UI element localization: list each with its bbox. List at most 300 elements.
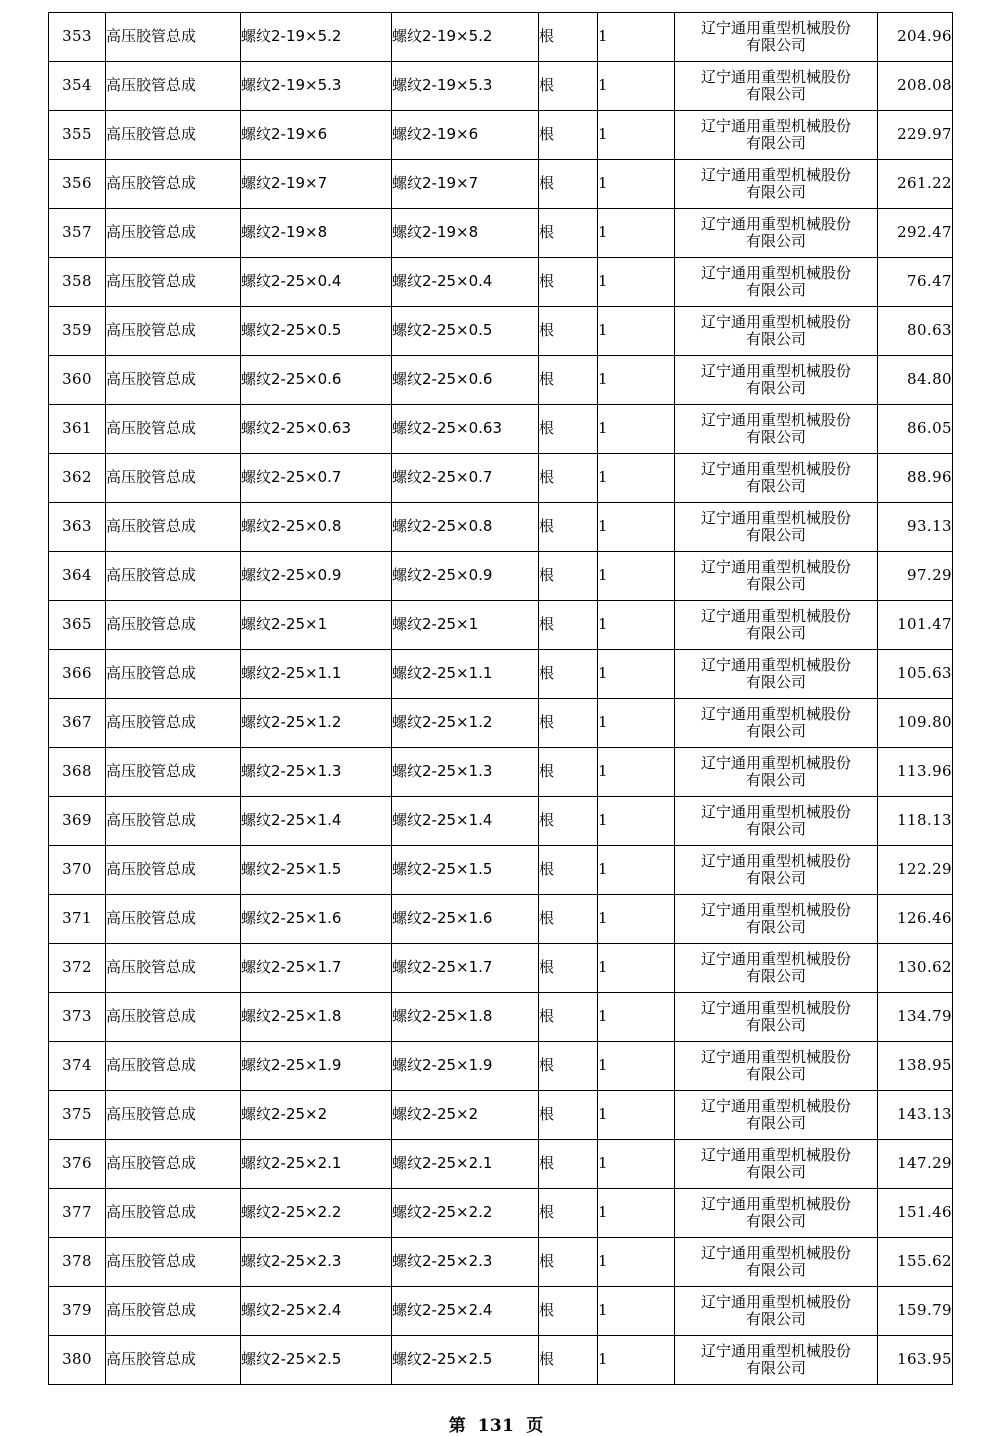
- manufacturer-line-1: 辽宁通用重型机械股份: [700, 214, 851, 233]
- cell-unit: 根: [539, 601, 598, 650]
- cell-price: 80.63: [878, 307, 953, 356]
- cell-unit: 根: [539, 650, 598, 699]
- cell-index: 355: [49, 111, 106, 160]
- cell-manufacturer: [675, 993, 878, 1042]
- footer-suffix: 页: [526, 1416, 544, 1436]
- cell-model: 螺纹2-25×1.6: [392, 895, 539, 944]
- manufacturer-line-1: 辽宁通用重型机械股份: [700, 165, 851, 184]
- cell-model: 螺纹2-25×1.8: [392, 993, 539, 1042]
- manufacturer-line-2: 有限公司: [745, 967, 806, 985]
- manufacturer-line-1: 辽宁通用重型机械股份: [700, 655, 851, 674]
- cell-quantity: 1: [598, 748, 675, 797]
- cell-manufacturer: [675, 503, 878, 552]
- cell-spec: 螺纹2-25×0.63: [241, 405, 392, 454]
- cell-unit: 根: [539, 160, 598, 209]
- table-row: [49, 748, 953, 797]
- table-row: [49, 1336, 953, 1385]
- table-row: [49, 1238, 953, 1287]
- cell-index: 357: [49, 209, 106, 258]
- cell-unit: 根: [539, 1140, 598, 1189]
- cell-index: 380: [49, 1336, 106, 1385]
- cell-unit: 根: [539, 209, 598, 258]
- cell-model: 螺纹2-25×1.5: [392, 846, 539, 895]
- cell-quantity: 1: [598, 209, 675, 258]
- cell-quantity: 1: [598, 160, 675, 209]
- cell-quantity: 1: [598, 454, 675, 503]
- cell-unit: 根: [539, 552, 598, 601]
- cell-model: 螺纹2-19×6: [392, 111, 539, 160]
- cell-name: 高压胶管总成: [106, 1336, 241, 1385]
- cell-spec: 螺纹2-25×1.3: [241, 748, 392, 797]
- cell-model: 螺纹2-19×5.3: [392, 62, 539, 111]
- cell-quantity: 1: [598, 797, 675, 846]
- cell-manufacturer: [675, 601, 878, 650]
- table-row: [49, 944, 953, 993]
- cell-price: 134.79: [878, 993, 953, 1042]
- cell-price: 84.80: [878, 356, 953, 405]
- cell-index: 375: [49, 1091, 106, 1140]
- table-row: [49, 454, 953, 503]
- cell-index: 379: [49, 1287, 106, 1336]
- cell-price: 97.29: [878, 552, 953, 601]
- cell-manufacturer: [675, 895, 878, 944]
- cell-manufacturer: [675, 307, 878, 356]
- cell-unit: 根: [539, 503, 598, 552]
- cell-spec: 螺纹2-25×1.4: [241, 797, 392, 846]
- cell-name: 高压胶管总成: [106, 307, 241, 356]
- cell-model: 螺纹2-25×1.4: [392, 797, 539, 846]
- cell-manufacturer: [675, 1287, 878, 1336]
- manufacturer-line-2: 有限公司: [745, 36, 806, 54]
- manufacturer-line-1: 辽宁通用重型机械股份: [700, 949, 851, 968]
- cell-unit: 根: [539, 454, 598, 503]
- cell-unit: 根: [539, 895, 598, 944]
- cell-unit: 根: [539, 111, 598, 160]
- cell-unit: 根: [539, 405, 598, 454]
- cell-index: 364: [49, 552, 106, 601]
- cell-manufacturer: [675, 258, 878, 307]
- cell-unit: 根: [539, 307, 598, 356]
- cell-spec: 螺纹2-25×0.6: [241, 356, 392, 405]
- cell-spec: 螺纹2-25×1: [241, 601, 392, 650]
- cell-unit: 根: [539, 1238, 598, 1287]
- table-row: [49, 1091, 953, 1140]
- manufacturer-line-2: 有限公司: [745, 134, 806, 152]
- cell-model: 螺纹2-25×2.3: [392, 1238, 539, 1287]
- cell-model: 螺纹2-19×5.2: [392, 13, 539, 62]
- cell-price: 101.47: [878, 601, 953, 650]
- table-row: [49, 503, 953, 552]
- cell-model: 螺纹2-25×1: [392, 601, 539, 650]
- cell-quantity: 1: [598, 111, 675, 160]
- cell-index: 358: [49, 258, 106, 307]
- cell-quantity: 1: [598, 1189, 675, 1238]
- cell-unit: 根: [539, 699, 598, 748]
- cell-price: 143.13: [878, 1091, 953, 1140]
- cell-index: 370: [49, 846, 106, 895]
- cell-spec: 螺纹2-25×2.5: [241, 1336, 392, 1385]
- cell-name: 高压胶管总成: [106, 846, 241, 895]
- cell-name: 高压胶管总成: [106, 748, 241, 797]
- cell-unit: 根: [539, 1336, 598, 1385]
- cell-quantity: 1: [598, 1287, 675, 1336]
- manufacturer-line-1: 辽宁通用重型机械股份: [700, 116, 851, 135]
- manufacturer-line-1: 辽宁通用重型机械股份: [700, 998, 851, 1017]
- manufacturer-line-2: 有限公司: [745, 1212, 806, 1230]
- manufacturer-line-2: 有限公司: [745, 1310, 806, 1328]
- cell-model: 螺纹2-25×0.4: [392, 258, 539, 307]
- cell-price: 138.95: [878, 1042, 953, 1091]
- table-row: [49, 846, 953, 895]
- cell-spec: 螺纹2-25×1.9: [241, 1042, 392, 1091]
- cell-quantity: 1: [598, 503, 675, 552]
- cell-unit: 根: [539, 944, 598, 993]
- cell-price: 292.47: [878, 209, 953, 258]
- cell-price: 208.08: [878, 62, 953, 111]
- cell-index: 378: [49, 1238, 106, 1287]
- cell-unit: 根: [539, 356, 598, 405]
- cell-price: 93.13: [878, 503, 953, 552]
- cell-name: 高压胶管总成: [106, 454, 241, 503]
- cell-index: 374: [49, 1042, 106, 1091]
- cell-manufacturer: [675, 1336, 878, 1385]
- cell-index: 367: [49, 699, 106, 748]
- cell-manufacturer: [675, 356, 878, 405]
- cell-price: 76.47: [878, 258, 953, 307]
- cell-name: 高压胶管总成: [106, 1042, 241, 1091]
- cell-quantity: 1: [598, 993, 675, 1042]
- cell-manufacturer: [675, 1140, 878, 1189]
- manufacturer-line-1: 辽宁通用重型机械股份: [700, 67, 851, 86]
- cell-name: 高压胶管总成: [106, 160, 241, 209]
- cell-price: 151.46: [878, 1189, 953, 1238]
- manufacturer-line-2: 有限公司: [745, 673, 806, 691]
- manufacturer-line-2: 有限公司: [745, 281, 806, 299]
- manufacturer-line-2: 有限公司: [745, 771, 806, 789]
- table-row: [49, 405, 953, 454]
- cell-model: 螺纹2-19×8: [392, 209, 539, 258]
- manufacturer-line-2: 有限公司: [745, 1359, 806, 1377]
- cell-spec: 螺纹2-19×5.2: [241, 13, 392, 62]
- cell-name: 高压胶管总成: [106, 1091, 241, 1140]
- manufacturer-line-1: 辽宁通用重型机械股份: [700, 704, 851, 723]
- cell-spec: 螺纹2-19×7: [241, 160, 392, 209]
- cell-spec: 螺纹2-25×1.7: [241, 944, 392, 993]
- cell-unit: 根: [539, 1091, 598, 1140]
- cell-quantity: 1: [598, 1336, 675, 1385]
- cell-quantity: 1: [598, 895, 675, 944]
- manufacturer-line-2: 有限公司: [745, 526, 806, 544]
- cell-name: 高压胶管总成: [106, 552, 241, 601]
- table-row: [49, 1287, 953, 1336]
- table-row: [49, 797, 953, 846]
- cell-spec: 螺纹2-25×1.6: [241, 895, 392, 944]
- cell-index: 372: [49, 944, 106, 993]
- table-row: [49, 993, 953, 1042]
- manufacturer-line-2: 有限公司: [745, 575, 806, 593]
- manufacturer-line-2: 有限公司: [745, 379, 806, 397]
- cell-index: 353: [49, 13, 106, 62]
- cell-price: 118.13: [878, 797, 953, 846]
- manufacturer-line-1: 辽宁通用重型机械股份: [700, 1194, 851, 1213]
- cell-price: 204.96: [878, 13, 953, 62]
- manufacturer-line-2: 有限公司: [745, 1114, 806, 1132]
- cell-manufacturer: [675, 111, 878, 160]
- cell-spec: 螺纹2-25×1.1: [241, 650, 392, 699]
- cell-quantity: 1: [598, 699, 675, 748]
- cell-quantity: 1: [598, 1140, 675, 1189]
- cell-quantity: 1: [598, 1091, 675, 1140]
- cell-index: 359: [49, 307, 106, 356]
- table-row: [49, 356, 953, 405]
- cell-model: 螺纹2-25×0.6: [392, 356, 539, 405]
- cell-index: 356: [49, 160, 106, 209]
- cell-name: 高压胶管总成: [106, 258, 241, 307]
- cell-quantity: 1: [598, 1238, 675, 1287]
- table-row: [49, 258, 953, 307]
- manufacturer-line-2: 有限公司: [745, 1065, 806, 1083]
- cell-manufacturer: [675, 699, 878, 748]
- cell-name: 高压胶管总成: [106, 1238, 241, 1287]
- cell-spec: 螺纹2-19×6: [241, 111, 392, 160]
- cell-model: 螺纹2-25×2: [392, 1091, 539, 1140]
- cell-model: 螺纹2-25×1.7: [392, 944, 539, 993]
- cell-manufacturer: [675, 13, 878, 62]
- cell-price: 261.22: [878, 160, 953, 209]
- cell-name: 高压胶管总成: [106, 797, 241, 846]
- cell-name: 高压胶管总成: [106, 1189, 241, 1238]
- manufacturer-line-2: 有限公司: [745, 1261, 806, 1279]
- cell-unit: 根: [539, 1042, 598, 1091]
- cell-quantity: 1: [598, 13, 675, 62]
- manufacturer-line-1: 辽宁通用重型机械股份: [700, 557, 851, 576]
- cell-model: 螺纹2-25×1.9: [392, 1042, 539, 1091]
- cell-price: 113.96: [878, 748, 953, 797]
- table-row: [49, 601, 953, 650]
- table-row: [49, 699, 953, 748]
- table-row: [49, 62, 953, 111]
- cell-manufacturer: [675, 160, 878, 209]
- cell-model: 螺纹2-25×2.2: [392, 1189, 539, 1238]
- cell-name: 高压胶管总成: [106, 13, 241, 62]
- cell-unit: 根: [539, 748, 598, 797]
- cell-manufacturer: [675, 748, 878, 797]
- cell-index: 371: [49, 895, 106, 944]
- cell-model: 螺纹2-19×7: [392, 160, 539, 209]
- cell-spec: 螺纹2-25×1.2: [241, 699, 392, 748]
- cell-spec: 螺纹2-19×5.3: [241, 62, 392, 111]
- cell-name: 高压胶管总成: [106, 1287, 241, 1336]
- cell-manufacturer: [675, 1042, 878, 1091]
- cell-name: 高压胶管总成: [106, 1140, 241, 1189]
- manufacturer-line-2: 有限公司: [745, 85, 806, 103]
- cell-spec: 螺纹2-25×0.5: [241, 307, 392, 356]
- cell-model: 螺纹2-25×0.5: [392, 307, 539, 356]
- cell-model: 螺纹2-25×0.7: [392, 454, 539, 503]
- cell-index: 368: [49, 748, 106, 797]
- manufacturer-line-1: 辽宁通用重型机械股份: [700, 1243, 851, 1262]
- cell-index: 365: [49, 601, 106, 650]
- cell-price: 122.29: [878, 846, 953, 895]
- cell-spec: 螺纹2-25×2.4: [241, 1287, 392, 1336]
- table-row: [49, 650, 953, 699]
- cell-price: 126.46: [878, 895, 953, 944]
- page-footer: [48, 1411, 944, 1436]
- manufacturer-line-2: 有限公司: [745, 722, 806, 740]
- cell-index: 366: [49, 650, 106, 699]
- cell-manufacturer: [675, 1189, 878, 1238]
- cell-manufacturer: [675, 62, 878, 111]
- cell-index: 361: [49, 405, 106, 454]
- manufacturer-line-1: 辽宁通用重型机械股份: [700, 1145, 851, 1164]
- cell-index: 376: [49, 1140, 106, 1189]
- cell-quantity: 1: [598, 944, 675, 993]
- manufacturer-line-2: 有限公司: [745, 1016, 806, 1034]
- cell-spec: 螺纹2-25×0.9: [241, 552, 392, 601]
- cell-price: 130.62: [878, 944, 953, 993]
- manufacturer-line-1: 辽宁通用重型机械股份: [700, 753, 851, 772]
- manufacturer-line-2: 有限公司: [745, 428, 806, 446]
- manufacturer-line-1: 辽宁通用重型机械股份: [700, 900, 851, 919]
- cell-manufacturer: [675, 846, 878, 895]
- cell-model: 螺纹2-25×0.9: [392, 552, 539, 601]
- manufacturer-line-1: 辽宁通用重型机械股份: [700, 802, 851, 821]
- cell-quantity: 1: [598, 552, 675, 601]
- cell-name: 高压胶管总成: [106, 503, 241, 552]
- cell-price: 163.95: [878, 1336, 953, 1385]
- cell-index: 354: [49, 62, 106, 111]
- cell-quantity: 1: [598, 356, 675, 405]
- cell-manufacturer: [675, 552, 878, 601]
- cell-unit: 根: [539, 1287, 598, 1336]
- cell-spec: 螺纹2-25×2: [241, 1091, 392, 1140]
- cell-index: 373: [49, 993, 106, 1042]
- table-row: [49, 111, 953, 160]
- table-row: [49, 1140, 953, 1189]
- cell-model: 螺纹2-25×2.4: [392, 1287, 539, 1336]
- cell-spec: 螺纹2-25×1.8: [241, 993, 392, 1042]
- manufacturer-line-2: 有限公司: [745, 330, 806, 348]
- cell-name: 高压胶管总成: [106, 356, 241, 405]
- cell-spec: 螺纹2-25×2.2: [241, 1189, 392, 1238]
- cell-quantity: 1: [598, 307, 675, 356]
- cell-name: 高压胶管总成: [106, 209, 241, 258]
- cell-manufacturer: [675, 209, 878, 258]
- cell-price: 155.62: [878, 1238, 953, 1287]
- cell-index: 369: [49, 797, 106, 846]
- cell-unit: 根: [539, 258, 598, 307]
- cell-unit: 根: [539, 993, 598, 1042]
- cell-index: 360: [49, 356, 106, 405]
- cell-spec: 螺纹2-19×8: [241, 209, 392, 258]
- manufacturer-line-2: 有限公司: [745, 624, 806, 642]
- cell-unit: 根: [539, 62, 598, 111]
- cell-index: 377: [49, 1189, 106, 1238]
- cell-spec: 螺纹2-25×0.7: [241, 454, 392, 503]
- cell-quantity: 1: [598, 650, 675, 699]
- cell-name: 高压胶管总成: [106, 944, 241, 993]
- cell-quantity: 1: [598, 846, 675, 895]
- cell-model: 螺纹2-25×1.3: [392, 748, 539, 797]
- cell-spec: 螺纹2-25×2.3: [241, 1238, 392, 1287]
- cell-unit: 根: [539, 13, 598, 62]
- cell-quantity: 1: [598, 405, 675, 454]
- manufacturer-line-2: 有限公司: [745, 1163, 806, 1181]
- table-row: [49, 160, 953, 209]
- cell-manufacturer: [675, 944, 878, 993]
- cell-name: 高压胶管总成: [106, 111, 241, 160]
- manufacturer-line-1: 辽宁通用重型机械股份: [700, 361, 851, 380]
- manufacturer-line-1: 辽宁通用重型机械股份: [700, 1341, 851, 1360]
- cell-model: 螺纹2-25×1.1: [392, 650, 539, 699]
- cell-index: 362: [49, 454, 106, 503]
- table-row: [49, 209, 953, 258]
- cell-name: 高压胶管总成: [106, 895, 241, 944]
- cell-manufacturer: [675, 650, 878, 699]
- cell-price: 105.63: [878, 650, 953, 699]
- cell-spec: 螺纹2-25×0.4: [241, 258, 392, 307]
- cell-price: 86.05: [878, 405, 953, 454]
- parts-price-table: [48, 12, 953, 1385]
- cell-name: 高压胶管总成: [106, 993, 241, 1042]
- manufacturer-line-1: 辽宁通用重型机械股份: [700, 18, 851, 37]
- manufacturer-line-2: 有限公司: [745, 820, 806, 838]
- cell-quantity: 1: [598, 258, 675, 307]
- manufacturer-line-1: 辽宁通用重型机械股份: [700, 263, 851, 282]
- cell-price: 147.29: [878, 1140, 953, 1189]
- cell-quantity: 1: [598, 1042, 675, 1091]
- cell-index: 363: [49, 503, 106, 552]
- manufacturer-line-1: 辽宁通用重型机械股份: [700, 410, 851, 429]
- manufacturer-line-1: 辽宁通用重型机械股份: [700, 851, 851, 870]
- footer-page-number: 131: [477, 1416, 515, 1436]
- manufacturer-line-1: 辽宁通用重型机械股份: [700, 606, 851, 625]
- cell-spec: 螺纹2-25×0.8: [241, 503, 392, 552]
- manufacturer-line-1: 辽宁通用重型机械股份: [700, 1096, 851, 1115]
- cell-price: 109.80: [878, 699, 953, 748]
- manufacturer-line-2: 有限公司: [745, 477, 806, 495]
- manufacturer-line-1: 辽宁通用重型机械股份: [700, 459, 851, 478]
- cell-manufacturer: [675, 405, 878, 454]
- table-row: [49, 307, 953, 356]
- manufacturer-line-1: 辽宁通用重型机械股份: [700, 312, 851, 331]
- cell-price: 159.79: [878, 1287, 953, 1336]
- cell-name: 高压胶管总成: [106, 405, 241, 454]
- cell-manufacturer: [675, 1238, 878, 1287]
- cell-unit: 根: [539, 846, 598, 895]
- cell-unit: 根: [539, 1189, 598, 1238]
- cell-quantity: 1: [598, 601, 675, 650]
- cell-manufacturer: [675, 454, 878, 503]
- manufacturer-line-2: 有限公司: [745, 869, 806, 887]
- cell-unit: 根: [539, 797, 598, 846]
- cell-spec: 螺纹2-25×2.1: [241, 1140, 392, 1189]
- manufacturer-line-1: 辽宁通用重型机械股份: [700, 1047, 851, 1066]
- cell-price: 229.97: [878, 111, 953, 160]
- manufacturer-line-2: 有限公司: [745, 918, 806, 936]
- cell-name: 高压胶管总成: [106, 62, 241, 111]
- manufacturer-line-1: 辽宁通用重型机械股份: [700, 508, 851, 527]
- cell-model: 螺纹2-25×2.1: [392, 1140, 539, 1189]
- cell-model: 螺纹2-25×0.63: [392, 405, 539, 454]
- cell-name: 高压胶管总成: [106, 699, 241, 748]
- manufacturer-line-2: 有限公司: [745, 232, 806, 250]
- table-row: [49, 895, 953, 944]
- table-row: [49, 1042, 953, 1091]
- manufacturer-line-1: 辽宁通用重型机械股份: [700, 1292, 851, 1311]
- cell-manufacturer: [675, 797, 878, 846]
- cell-manufacturer: [675, 1091, 878, 1140]
